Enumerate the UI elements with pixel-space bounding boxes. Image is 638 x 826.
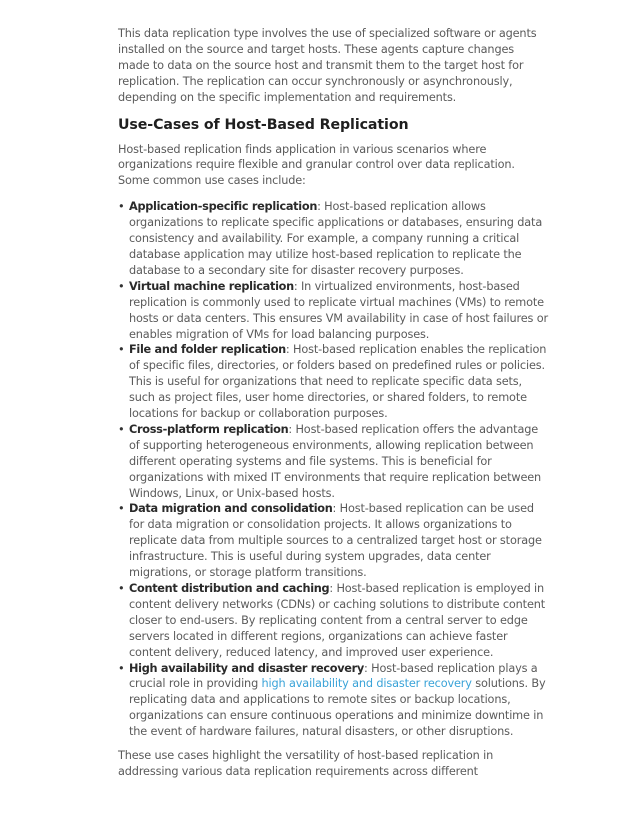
bullet-icon: • (118, 422, 125, 436)
bullet-icon: • (118, 582, 125, 595)
use-case-term: Application-specific replication (129, 200, 318, 214)
use-case-term: Virtual machine replication (129, 279, 294, 293)
use-case-list (118, 199, 548, 740)
bullet-icon: • (118, 343, 125, 357)
section-lead-paragraph: Host-based replication finds application in various scenarios where organizations require flexible and granular control over data replication. Some common use cases include: (118, 142, 515, 188)
use-case-term: Data migration and consolidation (129, 502, 333, 516)
use-case-description: : Host-based replication enables the replication of specific files, directories, or folders based on predefined rules or policies. This is useful for organizations that need to replicate specific data sets, such as project files, user home directories, or shared folders, to remote locations for backup or collaboration purposes. (129, 343, 547, 421)
use-case-term: Cross-platform replication (129, 422, 289, 436)
intro-paragraph: This data replication type involves the use of specialized software or agents installed on the source and target hosts. These agents capture changes made to data on the source host and transmit them to the target host for replication. The replication can occur synchronously or asynchronously, depending on the specific implementation and requirements. (118, 27, 537, 104)
use-case-term: Content distribution and caching (129, 582, 330, 595)
list-item (118, 661, 548, 741)
use-case-description: : In virtualized environments, host-based replication is commonly used to replicate virtual machines (VMs) to remote hosts or data centers. This ensures VM availability in case of host failures or enables migration of VMs for load balancing purposes. (129, 279, 548, 341)
list-item (118, 501, 548, 581)
bullet-icon: • (118, 502, 125, 516)
use-case-description: : Host-based replication allows organizations to replicate specific applications or databases, ensuring data consistency and availability. For example, a company running a critical database application may utilize host-based replication to replicate the database to a secondary site for disaster recovery purposes. (129, 200, 543, 277)
use-case-description: : Host-based replication can be used for data migration or consolidation projects. It allows organizations to replicate data from multiple sources to a centralized target host or storage infrastructure. This is useful during system upgrades, data center migrations, or storage platform transitions. (129, 502, 542, 580)
use-case-term: High availability and disaster recovery (129, 661, 365, 675)
section-heading: Use-Cases of Host-Based Replication (118, 116, 409, 133)
list-item (118, 199, 548, 279)
list-item (118, 422, 548, 502)
bullet-icon: • (118, 661, 125, 675)
use-case-description: : Host-based replication offers the advantage of supporting heterogeneous environments, allowing replication between different operating systems and file systems. This is beneficial for organizations with mixed IT environments that require replication between Windows, Linux, or Unix-based hosts. (129, 422, 542, 500)
closing-paragraph: These use cases highlight the versatility of host-based replication in addressing various data replication requirements across different (118, 749, 494, 778)
use-case-description: : Host-based replication plays a crucial role in providing (129, 661, 538, 691)
bullet-icon: • (118, 279, 125, 293)
list-item (118, 279, 548, 343)
list-item (118, 342, 548, 422)
high-availability-link[interactable]: high availability and disaster recovery (261, 677, 472, 691)
bullet-icon: • (118, 200, 125, 214)
use-case-description: : Host-based replication is employed in content delivery networks (CDNs) or caching solutions to distribute content closer to end-users. By replicating content from a central server to edge servers located in different regions, organizations can achieve faster content delivery, reduced latency, and improved user experience. (129, 582, 546, 659)
use-case-term: File and folder replication (129, 343, 286, 357)
use-case-description-continued: solutions. By replicating data and applications to remote sites or backup locations, organizations can ensure continuous operations and minimize downtime in the event of hardware failures, natural disasters, or other disruptions. (129, 677, 546, 739)
list-item (118, 581, 548, 661)
article-body (118, 26, 548, 780)
